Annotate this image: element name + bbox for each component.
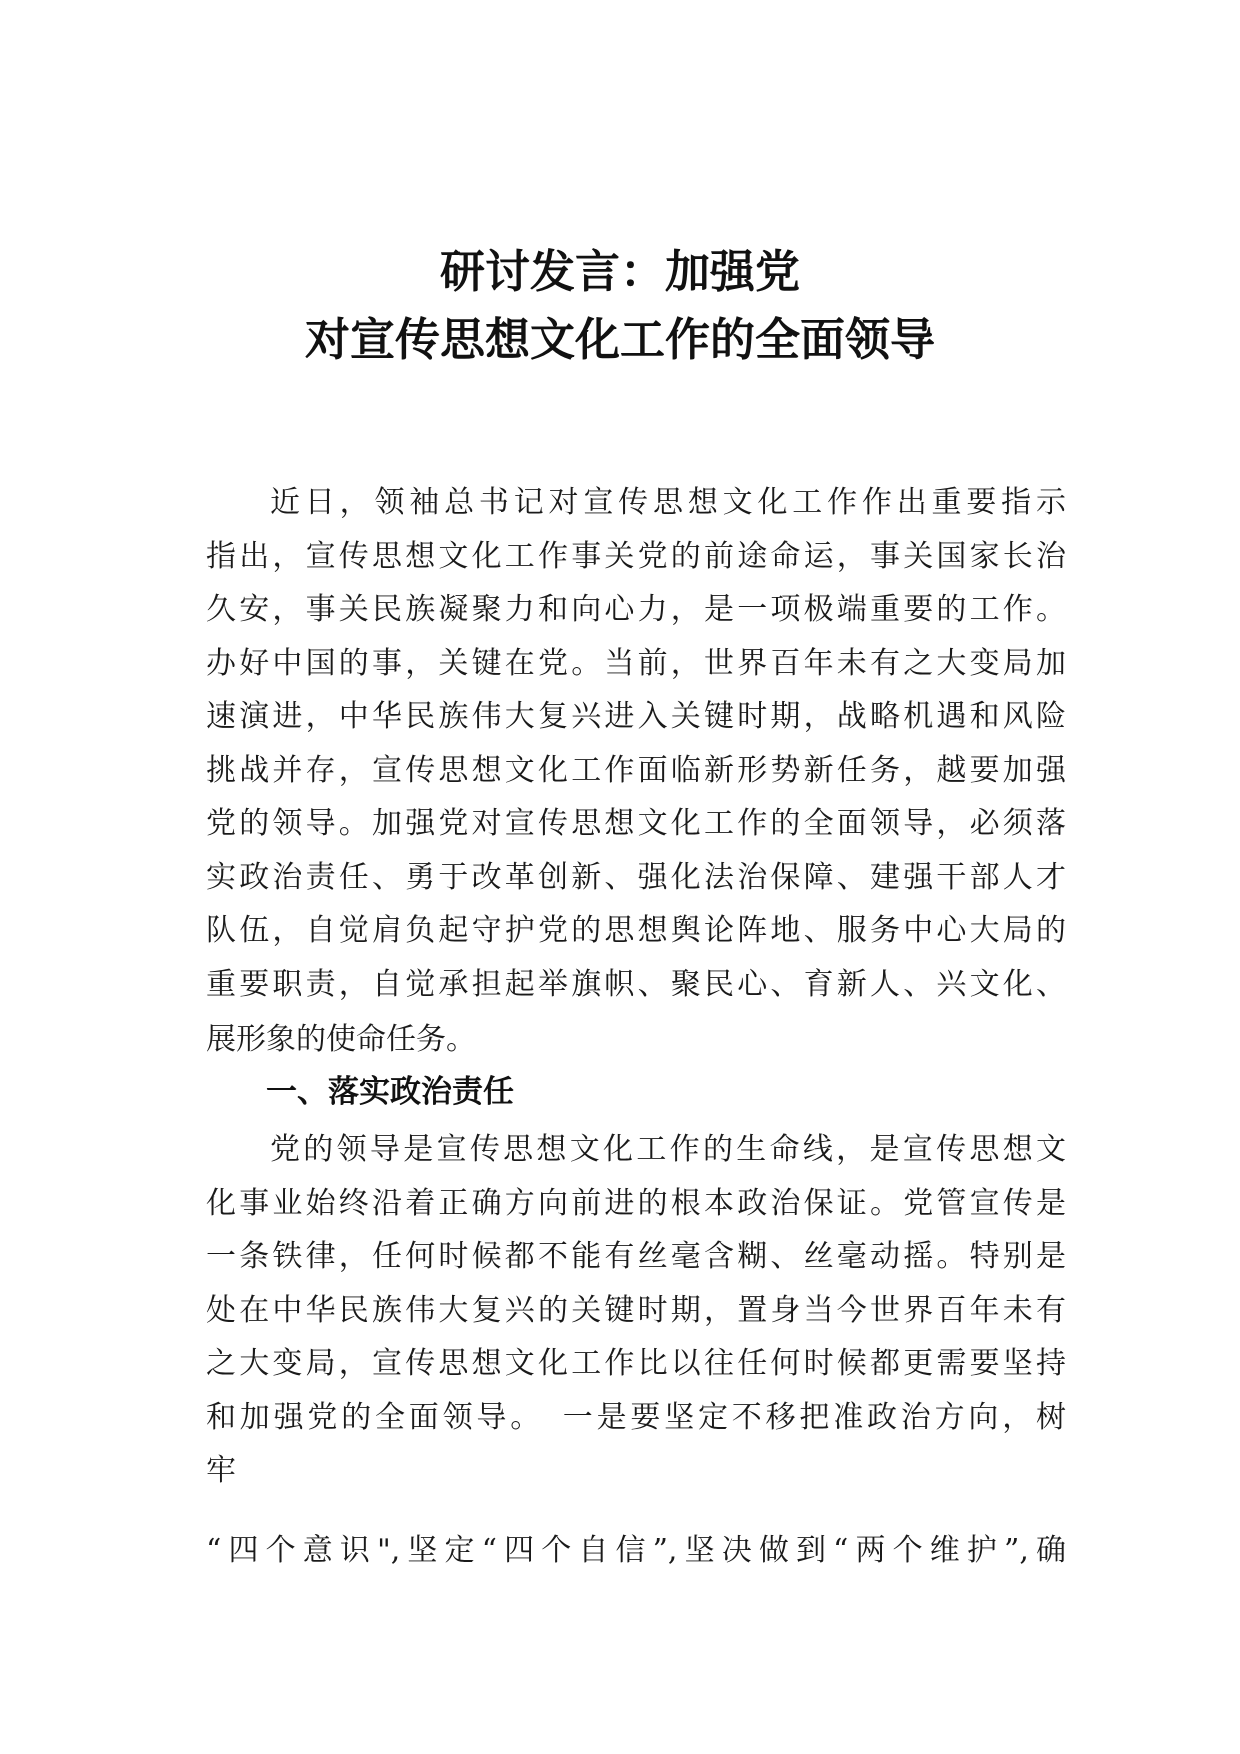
paragraph-line: 挑战并存，宣传思想文化工作面临新形势新任务，越要加强 [206,753,1066,788]
paragraph-line: 之大变局，宣传思想文化工作比以往任何时候都更需要坚持 [206,1346,1066,1381]
paragraph-line: 处在中华民族伟大复兴的关键时期，置身当今世界百年未有 [206,1293,1066,1328]
paragraph-line: 速演进，中华民族伟大复兴进入关键时期，战略机遇和风险 [206,699,1066,734]
paragraph-line: 队伍，自觉肩负起守护党的思想舆论阵地、服务中心大局的 [206,913,1066,948]
paragraph-line: 牢 [206,1453,236,1488]
paragraph-line: 党的领导是宣传思想文化工作的生命线，是宣传思想文 [270,1132,1066,1167]
paragraph-line: 近日，领袖总书记对宣传思想文化工作作出重要指示 [270,485,1066,520]
paragraph-line: 指出，宣传思想文化工作事关党的前途命运，事关国家长治 [206,539,1066,574]
section-heading: 一、落实政治责任 [266,1074,514,1110]
paragraph-line: 和加强党的全面领导。 一是要坚定不移把准政治方向，树 [206,1400,1066,1435]
paragraph-line: 化事业始终沿着正确方向前进的根本政治保证。党管宣传是 [206,1186,1066,1221]
paragraph-line: 重要职责，自觉承担起举旗帜、聚民心、育新人、兴文化、 [206,967,1066,1002]
paragraph-line: 办好中国的事，关键在党。当前，世界百年未有之大变局加 [206,646,1066,681]
paragraph-line: 久安，事关民族凝聚力和向心力，是一项极端重要的工作。 [206,592,1066,627]
paragraph-line: 党的领导。加强党对宣传思想文化工作的全面领导，必须落 [206,806,1066,841]
document-title-line-2: 对宣传思想文化工作的全面领导 [304,313,935,366]
paragraph-line: 展形象的使命任务。 [206,1022,476,1057]
document-title-line-1: 研讨发言：加强党 [439,245,800,298]
paragraph-line: 实政治责任、勇于改革创新、强化法治保障、建强干部人才 [206,860,1066,895]
paragraph-line: “四个意识",坚定“四个自信”,坚决做到“两个维护”,确 [206,1533,1066,1568]
paragraph-line: 一条铁律，任何时候都不能有丝毫含糊、丝毫动摇。特别是 [206,1239,1066,1274]
